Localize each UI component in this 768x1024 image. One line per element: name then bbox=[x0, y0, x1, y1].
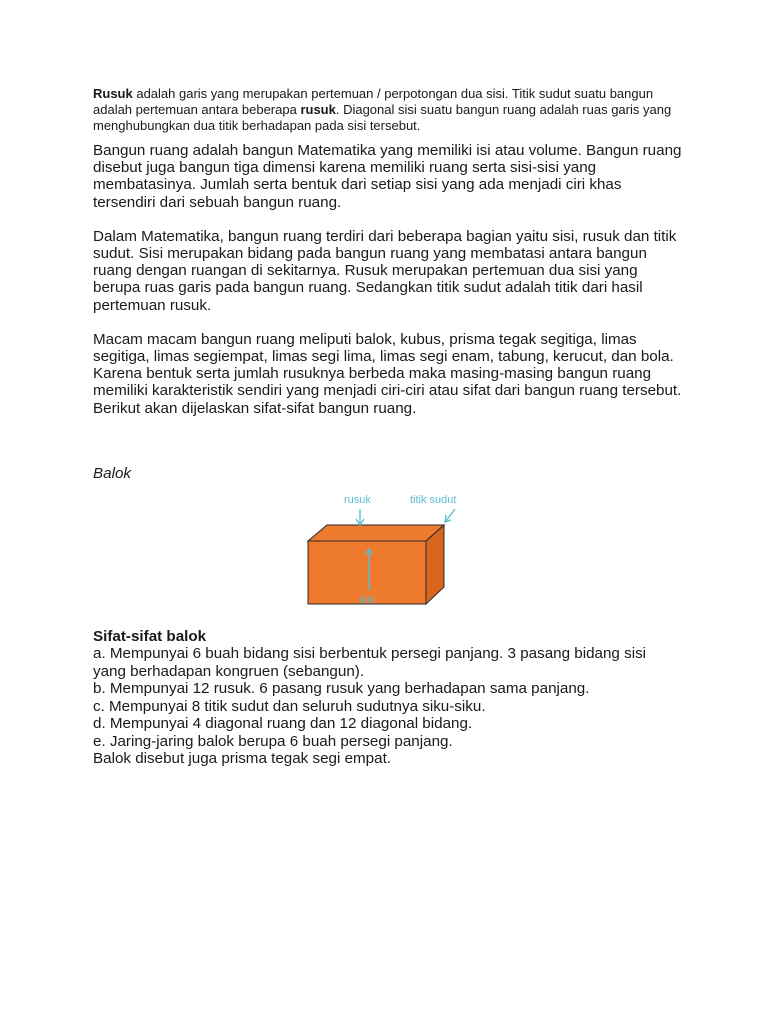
term-rusuk: Rusuk bbox=[93, 86, 133, 101]
property-item: c. Mempunyai 8 titik sudut dan seluruh sudutnya siku-siku. bbox=[93, 697, 486, 715]
balok-diagram bbox=[93, 482, 683, 622]
label-rusuk: rusuk bbox=[344, 493, 371, 506]
balok-figure bbox=[93, 482, 683, 622]
intro-text-1: adalah garis yang merupakan pertemuan / perpotongan dua sisi. Titik sudut suatu bangun adalah pertemuan antara beberapa bbox=[93, 86, 654, 117]
arrow-titik-sudut bbox=[446, 509, 455, 521]
property-item: b. Mempunyai 12 rusuk. 6 pasang rusuk yang berhadapan sama panjang. bbox=[93, 680, 590, 698]
property-item: e. Jaring-jaring balok berupa 6 buah persegi panjang. bbox=[93, 732, 453, 750]
properties-title: Sifat-sifat balok bbox=[93, 627, 207, 645]
document-page bbox=[93, 86, 683, 768]
property-item: d. Mempunyai 4 diagonal ruang dan 12 diagonal bidang. bbox=[93, 715, 473, 733]
property-item: a. Mempunyai 6 buah bidang sisi berbentuk persegi panjang. 3 pasang bidang sisi yang berhadapan kongruen (sebangun). bbox=[93, 645, 647, 680]
label-titik-sudut: titik sudut bbox=[410, 493, 457, 506]
property-note: Balok disebut juga prisma tegak segi empat. bbox=[93, 750, 392, 768]
intro-paragraph bbox=[93, 86, 683, 134]
paragraph-definition: Bangun ruang adalah bangun Matematika yang memiliki isi atau volume. Bangun ruang disebut juga bangun tiga dimensi karena memiliki ruang serta sisi-sisi yang membatasinya. Jumlah serta bentuk dari setiap sisi yang ada menjadi ciri khas tersendiri dari sebuah bangun ruang. bbox=[93, 142, 682, 211]
intro-text-2: . Diagonal sisi suatu bangun ruang adalah ruas garis yang menghubungkan dua titik berhadapan pada sisi tersebut. bbox=[93, 102, 672, 133]
balok-top-face bbox=[308, 525, 444, 541]
paragraph-parts: Dalam Matematika, bangun ruang terdiri dari beberapa bagian yaitu sisi, rusuk dan titik sudut. Sisi merupakan bidang pada bangun ruang yang membatasi antara bangun ruang dengan ruangan di sekitarnya. Rusuk merupakan pertemuan dua sisi yang berupa ruas garis pada bangun ruang. Sedangkan titik sudut adalah titik dari hasil pertemuan rusuk. bbox=[93, 227, 677, 314]
properties-list bbox=[93, 645, 683, 768]
label-sisi: sisi bbox=[359, 593, 375, 606]
term-rusuk-2: rusuk bbox=[300, 102, 336, 117]
paragraph-types: Macam macam bangun ruang meliputi balok, kubus, prisma tegak segitiga, limas segitiga, limas segiempat, limas segi lima, limas segi enam, tabung, kerucut, dan bola. Karena bentuk serta jumlah rusuknya berbeda maka masing-masing bangun ruang memiliki karakteristik sendiri yang menjadi ciri-ciri atau sifat dari bangun ruang tersebut. Berikut akan dijelaskan sifat-sifat bangun ruang. bbox=[93, 330, 682, 417]
section-title-balok: Balok bbox=[93, 464, 131, 482]
